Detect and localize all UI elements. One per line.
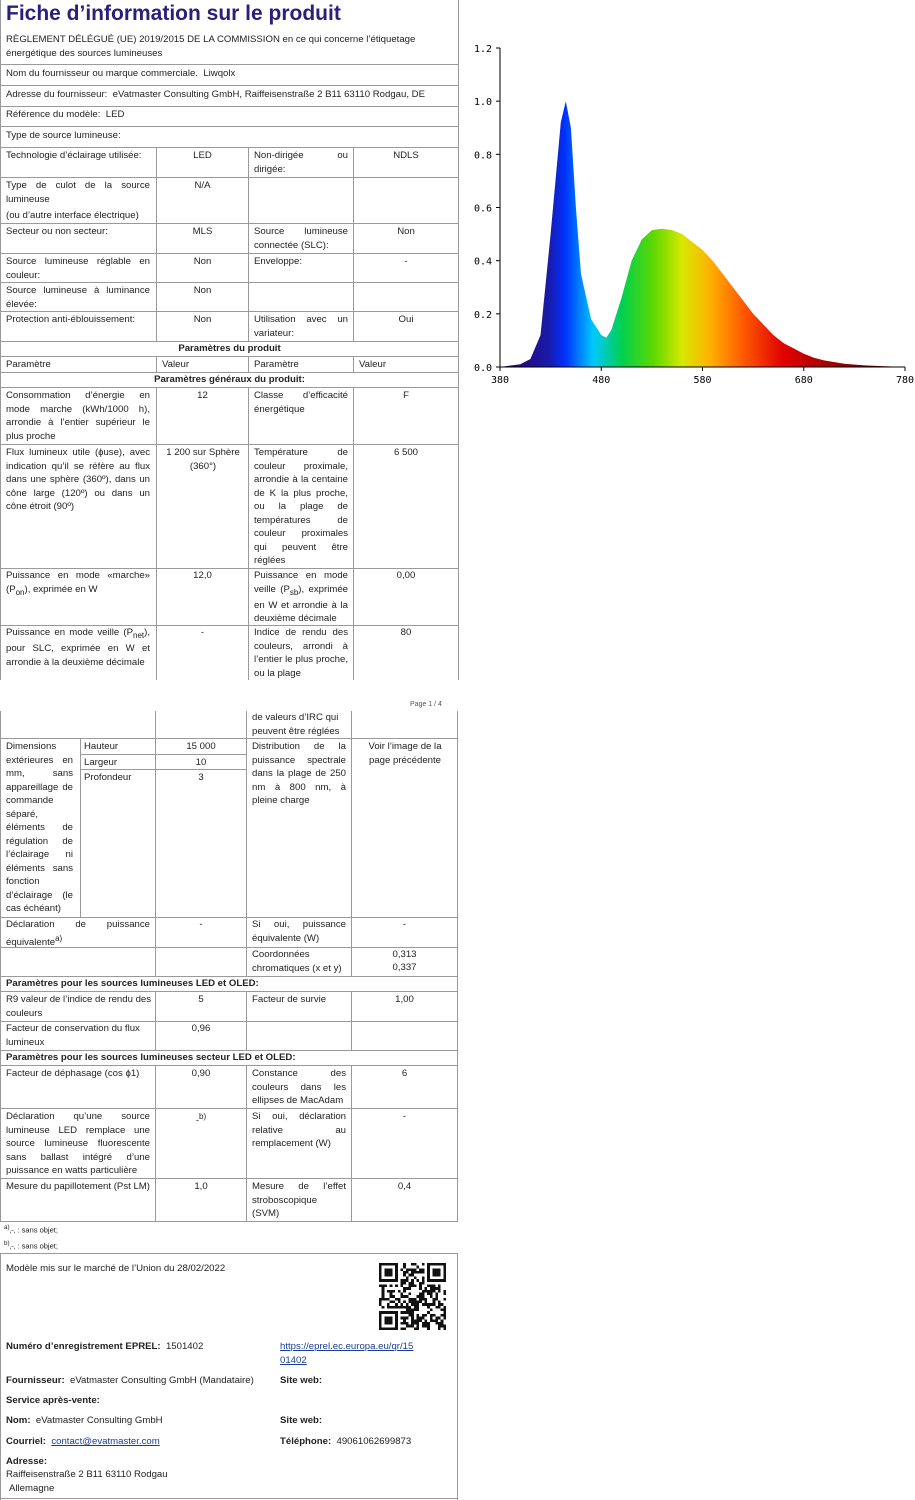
lumen-maint-value: 0,96	[191, 1023, 211, 1034]
svm-value: 0,4	[397, 1181, 412, 1192]
y-tick-label: 0.8	[473, 150, 492, 162]
cap-value: N/A	[194, 180, 211, 191]
type-section-heading: Type de source lumineuse:	[6, 130, 121, 141]
page-number: Page 1 / 4	[410, 701, 442, 708]
supplier-address-row	[6, 88, 456, 102]
document-title: Fiche d’information sur le produit	[6, 2, 341, 25]
general-params-heading: Paramètres généraux du produit:	[154, 374, 305, 385]
col-param-2: Paramètre	[254, 359, 299, 370]
footer-address-line2: Allemagne	[9, 1483, 55, 1494]
width-value: 10	[195, 757, 207, 768]
x-tick-label: 380	[490, 375, 510, 386]
slc-label: Source lumineuse connectée (SLC):	[254, 226, 348, 251]
cap-label-2: (ou d’autre interface électrique)	[6, 210, 139, 221]
col-value-2: Valeur	[359, 359, 387, 370]
x-tick-label: 580	[693, 375, 712, 386]
cap-label: Type de culot de la source lumineuse	[6, 180, 150, 205]
y-tick-label: 1.2	[473, 44, 492, 55]
model-value: LED	[105, 109, 125, 120]
pf-value: 0,90	[191, 1068, 211, 1079]
psb-label: Puissance en mode veille $(P_{sb})$, exprimée en W et arrondie à la deuxième décimale	[254, 570, 348, 625]
eprel-qr-code[interactable]	[379, 1263, 446, 1330]
flicker-label: Mesure du papillotement (Pst LM)	[6, 1181, 150, 1192]
cct-value: 6 500	[393, 447, 418, 458]
footer-address-line1: Raiffeisenstraße 2 B11 63110 Rodgau	[6, 1469, 168, 1480]
x-tick-label: 680	[794, 375, 813, 386]
mains-led-heading: Paramètres pour les sources lumineuses secteur LED et OLED:	[6, 1052, 296, 1063]
supplier-name-value: Liwqolx	[203, 68, 236, 79]
market-date: Modèle mis sur le marché de l’Union du 28/02/2022	[6, 1263, 226, 1274]
footer-phone-row: Téléphone: 49061062699873	[280, 1436, 412, 1447]
mains-value: MLS	[192, 226, 213, 237]
footnote-b: $^{b)}$‚-‚ : sans objet;	[4, 1240, 58, 1251]
efficiency-label: Classe d’efficacité énergétique	[254, 390, 348, 415]
efficiency-value: F	[403, 390, 409, 401]
depth-label: Profondeur	[84, 772, 132, 783]
cri-label-continued: de valeurs d’IRC qui peuvent être réglées	[252, 712, 340, 737]
model-row	[6, 108, 451, 122]
spd-value: Voir l’image de la page précédente	[368, 741, 442, 766]
footer-name-row: Nom: eVatmaster Consulting GmbH	[6, 1415, 163, 1426]
pnet-label: Puissance en mode veille $(P_{net})$, pour SLC, exprimée en W et arrondie à la deuxième décimale	[6, 627, 150, 668]
flux-label: Flux lumineux utile (ɸuse), avec indication qu’il se réfère au flux dans une sphère (360º), dans un cône large (120º) ou dans un cône étroit (90º)	[6, 447, 150, 512]
svm-label: Mesure de l’effet stroboscopique (SVM)	[252, 1181, 346, 1219]
glare-value: Non	[193, 314, 212, 325]
chroma-label: Coordonnées chromatiques (x et y)	[252, 949, 342, 974]
r9-value: 5	[198, 994, 204, 1005]
spd-label: Distribution de la puissance spectrale dans la plage de 250 nm à 800 nm, à pleine charge	[252, 741, 346, 806]
survival-value: 1,00	[395, 994, 414, 1005]
supplier-address-value: eVatmaster Consulting GmbH, Raiffeisenstraße 2 B11 63110 Rodgau, DE	[112, 89, 425, 100]
led-params-heading: Paramètres pour les sources lumineuses LED et OLED:	[6, 978, 259, 989]
col-value-1: Valeur	[162, 359, 190, 370]
directed-value: NDLS	[393, 150, 419, 161]
mains-label: Secteur ou non secteur:	[6, 226, 108, 237]
lumen-maint-label: Facteur de conservation du flux lumineux	[6, 1023, 140, 1048]
width-label: Largeur	[84, 757, 118, 768]
after-sales-label: Service après-vente:	[6, 1395, 100, 1406]
email-link[interactable]: contact@evatmaster.com	[51, 1436, 160, 1447]
dimmer-value: Oui	[398, 314, 414, 325]
y-tick-label: 0.4	[473, 256, 492, 268]
eprel-link[interactable]: https://eprel.ec.europa.eu/qr/15 01402	[280, 1341, 414, 1366]
pf-label: Facteur de déphasage (cos ϕ1)	[6, 1068, 140, 1079]
high-lum-label: Source lumineuse à luminance élevée:	[6, 285, 150, 310]
directed-label: Non-dirigée ou dirigée:	[254, 150, 348, 175]
macadam-label: Constance des couleurs dans les ellipses de MacAdam	[252, 1068, 346, 1106]
replace-label: Déclaration qu’une source lumineuse LED remplace une source lumineuse fluorescente sans ballast intégré d’une puissance en watts particulière	[6, 1111, 150, 1176]
survival-label: Facteur de survie	[252, 994, 327, 1005]
psb-value: 0,00	[396, 570, 416, 581]
equivalent-value: -	[199, 919, 203, 930]
cct-label: Température de couleur proximale, arrondie à la centaine de K la plus proche, ou la plage de températures de couleur proximales qui peuvent être réglées	[254, 447, 348, 566]
cri-label: Indice de rendu des couleurs, arrondi à l’entier le plus proche, ou la plage	[254, 627, 348, 679]
chroma-y-value: 0,337	[392, 962, 417, 973]
envelope-label: Enveloppe:	[254, 256, 303, 267]
pnet-value: -	[200, 627, 205, 638]
regulation-text: RÈGLEMENT DÉLÉGUÉ (UE) 2019/2015 DE LA COMMISSION en ce qui concerne l’étiquetage énergétique des sources lumineuses	[6, 34, 416, 59]
color-label: Source lumineuse réglable en couleur:	[6, 256, 150, 281]
eprel-row: Numéro d’enregistrement EPREL: 1501402	[6, 1341, 204, 1352]
supplier-name-row	[6, 67, 451, 81]
macadam-value: 6	[401, 1068, 408, 1079]
footer-supplier-row: Fournisseur: eVatmaster Consulting GmbH (Mandataire)	[6, 1375, 254, 1386]
footer-email-row: Courriel: contact@evatmaster.com	[6, 1436, 160, 1447]
y-tick-label: 0.2	[473, 309, 492, 321]
high-lum-value: Non	[193, 285, 212, 296]
r9-label: R9 valeur de l’indice de rendu des couleurs	[6, 994, 152, 1019]
tech-value: LED	[193, 150, 212, 161]
tech-label: Technologie d’éclairage utilisée:	[6, 150, 142, 161]
equivalent-yes-value: -	[402, 919, 407, 930]
website-label: Site web:	[280, 1375, 323, 1386]
replace-yes-label: Si oui, déclaration relative au remplacement (W)	[252, 1111, 346, 1149]
depth-value: 3	[198, 772, 204, 783]
color-value: Non	[193, 256, 212, 267]
supplier-name-label: Nom du fournisseur ou marque commerciale.	[6, 68, 198, 79]
replace-yes-value: -	[402, 1111, 407, 1122]
replace-value: -$^{b)}$	[195, 1112, 207, 1127]
y-tick-label: 0.0	[473, 363, 492, 374]
website-label-2: Site web:	[280, 1415, 323, 1426]
slc-value: Non	[397, 226, 415, 237]
cri-value: 80	[400, 627, 412, 638]
spectral-power-chart	[470, 30, 915, 400]
product-params-heading: Paramètres du produit	[178, 343, 281, 354]
model-label: Référence du modèle:	[6, 109, 101, 120]
energy-label: Consommation d’énergie en mode marche (kWh/1000 h), arrondie à l’entier supérieur le plus proche	[6, 390, 150, 442]
footer-address-label: Adresse:	[6, 1456, 48, 1467]
footnote-a: $^{a)}$‚-‚ : sans objet;	[4, 1224, 58, 1235]
supplier-address-label: Adresse du fournisseur:	[6, 89, 108, 100]
equivalent-yes-label: Si oui, puissance équivalente (W)	[252, 919, 346, 944]
spectrum-series-area	[500, 101, 905, 367]
y-tick-label: 0.6	[473, 203, 492, 215]
dimensions-label: Dimensions extérieures en mm, sans appareillage de commande séparé, éléments de régulation de l’éclairage ni éléments sans fonction d’éclairage (le cas échéant)	[6, 741, 73, 914]
glare-label: Protection anti-éblouissement:	[6, 314, 136, 325]
flicker-value: 1,0	[194, 1181, 208, 1192]
energy-value: 12	[197, 390, 208, 401]
pon-value: 12,0	[193, 570, 212, 581]
flux-value: 1 200 sur Sphère (360°)	[166, 447, 240, 472]
height-label: Hauteur	[84, 741, 119, 752]
x-tick-label: 780	[895, 375, 915, 386]
equivalent-label: Déclaration de puissance équivalente$^{a)}$	[6, 919, 150, 948]
chroma-x-value: 0,313	[392, 949, 417, 960]
pon-label: Puissance en mode «marche» $(P_{on})$, exprimée en W	[6, 570, 150, 597]
col-param-1: Paramètre	[6, 359, 51, 370]
x-tick-label: 480	[592, 375, 611, 386]
envelope-value: -	[404, 256, 408, 267]
height-value: 15 000	[186, 741, 216, 752]
dimmer-label: Utilisation avec un variateur:	[254, 314, 348, 339]
y-tick-label: 1.0	[473, 97, 492, 109]
